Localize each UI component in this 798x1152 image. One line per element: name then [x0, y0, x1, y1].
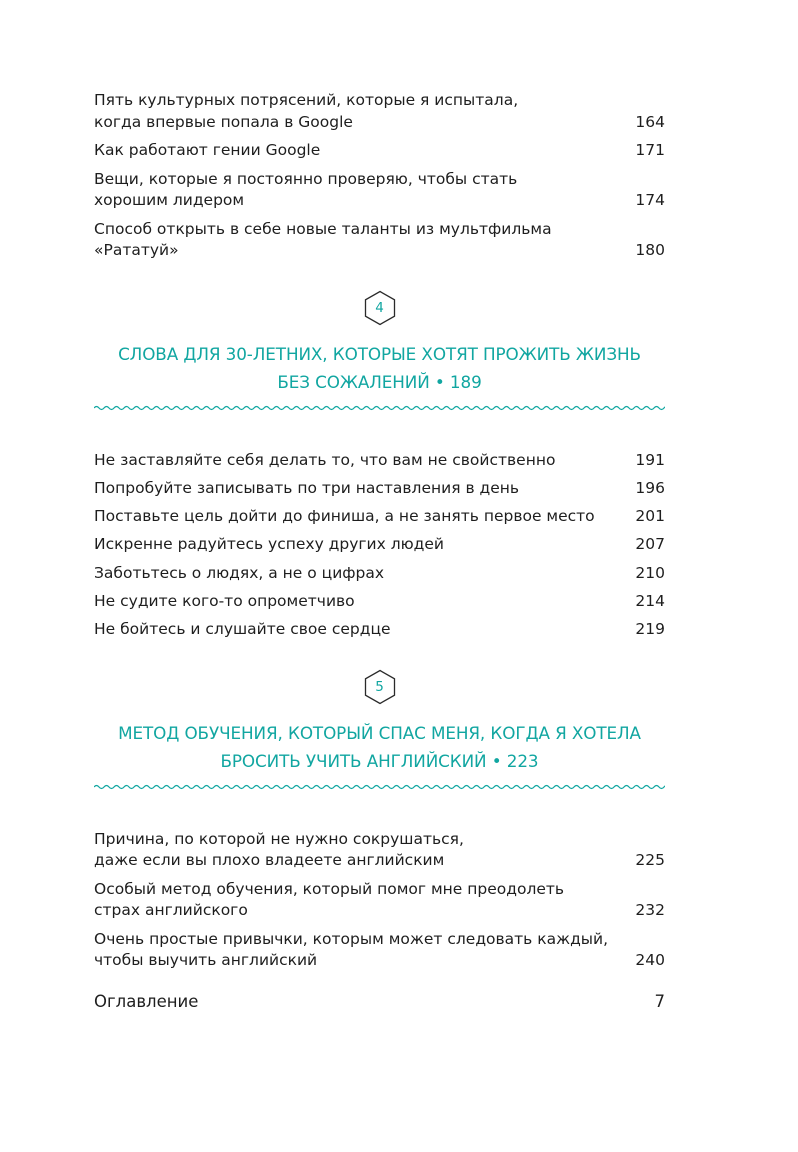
entry-title: Искренне радуйтесь успеху других людей	[94, 535, 444, 554]
entry-page: 232	[635, 901, 665, 920]
entry-page: 214	[635, 591, 665, 610]
entry-title: Как работают гении Google	[94, 141, 321, 159]
toc-list-chapter-5	[94, 829, 665, 972]
entry-title: Причина, по которой не нужно сокрушаться,	[94, 829, 464, 848]
entry-page: 196	[635, 478, 665, 497]
toc-entry[interactable]	[94, 219, 665, 262]
entry-page: 201	[635, 507, 665, 526]
entry-title: Особый метод обучения, который помог мне преодолеть	[94, 879, 565, 898]
toc-entry[interactable]	[94, 140, 665, 162]
chapter-title-line2: БРОСИТЬ УЧИТЬ АНГЛИЙСКИЙ • 223	[220, 750, 539, 771]
entry-title-cont: страх английского	[94, 901, 248, 920]
toc-entry[interactable]	[94, 591, 665, 613]
chapter-title[interactable]	[94, 340, 665, 396]
toc-page	[94, 90, 665, 1016]
entry-title: Не судите кого-то опрометчиво	[94, 591, 355, 610]
entry-page: 225	[635, 851, 665, 870]
toc-entry[interactable]	[94, 169, 665, 212]
wave-divider	[94, 404, 665, 412]
entry-title: Не заставляйте себя делать то, что вам не свойственно	[94, 450, 556, 469]
entry-page: 180	[635, 241, 665, 259]
toc-list-top	[94, 90, 665, 262]
chapter-title[interactable]	[94, 719, 665, 775]
entry-title: Очень простые привычки, которым может следовать каждый,	[94, 929, 609, 948]
chapter-5-header	[94, 669, 665, 791]
toc-entry[interactable]	[94, 619, 665, 641]
chapter-title-line1: СЛОВА ДЛЯ 30-ЛЕТНИХ, КОТОРЫЕ ХОТЯТ ПРОЖИТЬ ЖИЗНЬ	[118, 343, 641, 364]
hexagon-badge	[363, 669, 397, 705]
hexagon-badge	[363, 290, 397, 326]
entry-title-cont: даже если вы плохо владеете английским	[94, 851, 445, 870]
entry-page: 174	[635, 191, 665, 209]
entry-title-cont: когда впервые попала в Google	[94, 112, 353, 131]
entry-title: Вещи, которые я постоянно проверяю, чтобы стать	[94, 169, 518, 188]
toc-entry[interactable]	[94, 478, 665, 500]
entry-title: Способ открыть в себе новые таланты из мультфильма	[94, 219, 552, 238]
chapter-title-line2: БЕЗ СОЖАЛЕНИЙ • 189	[277, 371, 482, 392]
chapter-title-line1: МЕТОД ОБУЧЕНИЯ, КОТОРЫЙ СПАС МЕНЯ, КОГДА Я ХОТЕЛА	[118, 722, 641, 743]
chapter-number: 5	[375, 678, 384, 695]
toc-entry[interactable]	[94, 534, 665, 556]
page-footer	[94, 992, 665, 1016]
chapter-number: 4	[375, 299, 384, 316]
entry-title: Не бойтесь и слушайте свое сердце	[94, 620, 391, 639]
page-number: 7	[654, 991, 665, 1011]
toc-entry[interactable]	[94, 929, 665, 972]
toc-entry[interactable]	[94, 506, 665, 528]
entry-title-cont: «Рататуй»	[94, 241, 179, 259]
entry-page: 219	[635, 620, 665, 639]
entry-title: Поставьте цель дойти до финиша, а не занять первое место	[94, 507, 595, 526]
wave-divider	[94, 783, 665, 791]
entry-title: Пять культурных потрясений, которые я испытала,	[94, 91, 519, 109]
entry-title: Заботьтесь о людях, а не о цифрах	[94, 563, 385, 582]
entry-title-cont: чтобы выучить английский	[94, 951, 318, 970]
entry-page: 240	[635, 951, 665, 970]
footer-label: Оглавление	[94, 991, 199, 1011]
toc-entry[interactable]	[94, 90, 665, 133]
entry-title-cont: хорошим лидером	[94, 191, 245, 209]
toc-list-chapter-4	[94, 450, 665, 641]
toc-entry[interactable]	[94, 879, 665, 922]
toc-entry[interactable]	[94, 450, 665, 472]
entry-page: 191	[635, 450, 665, 469]
toc-entry[interactable]	[94, 563, 665, 585]
toc-entry[interactable]	[94, 829, 665, 872]
entry-page: 207	[635, 535, 665, 554]
entry-page: 164	[635, 112, 665, 131]
chapter-4-header	[94, 290, 665, 412]
entry-page: 171	[635, 141, 665, 159]
entry-page: 210	[635, 563, 665, 582]
entry-title: Попробуйте записывать по три наставления в день	[94, 478, 520, 497]
